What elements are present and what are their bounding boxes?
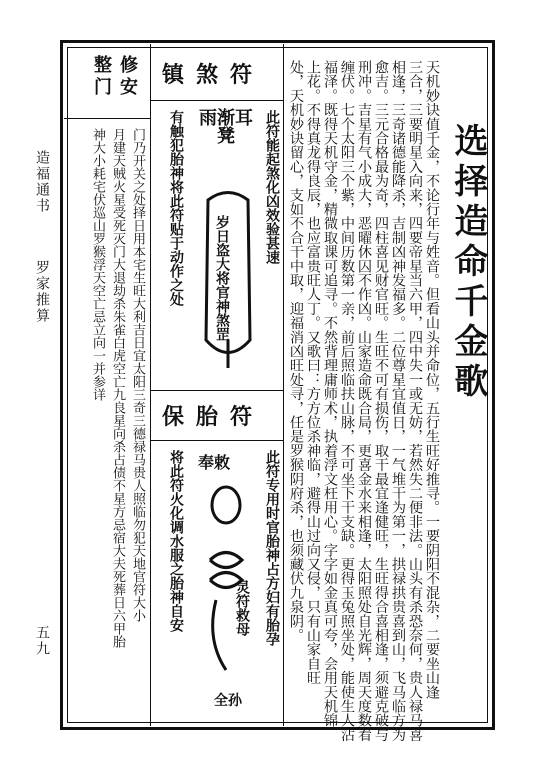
poem-line: 缠伏。七个太阳三个紫，中间历数第一亲，前后照临扶山脉，不可坐下干支缺。更得玉兔照坐处，能使生人沾 xyxy=(339,60,355,742)
gate-text-col2: 月建天贼火星受死灭门大退劫杀朱雀白虎空亡九良星向杀占债不星方忌宿大夫死葬日六甲胎 xyxy=(110,128,125,648)
poem-line: 上花。不得真龙得良辰，也应富贵旺人丁。又歌曰：方方位杀神临，避得山过向又侵，只有山家自旺 xyxy=(305,60,321,685)
talisman1-seal-text: 岁日盗大将官神煞罡 xyxy=(214,215,230,341)
talisman2-top-glyph: 奉敕 xyxy=(198,453,231,472)
poem-body xyxy=(283,60,440,742)
talisman2-center-text: 灵符救母 xyxy=(234,580,250,636)
talisman2-title: 保胎符 xyxy=(162,404,265,430)
poem-line: 相逢，三奇诸德能降杀，吉制凶神发福多。二位尊星宜值日，一气堆干为第一，拱禄拱贵喜到山，飞马临方为 xyxy=(390,60,406,742)
talisman2-bottom-text: 全孙 xyxy=(214,693,242,709)
talisman1-right-note: 此符能起煞化凶效验甚速 xyxy=(264,110,280,264)
talisman1-top-glyphs: 雨渐耳凳 xyxy=(199,108,253,147)
poem-line: 天机妙诀值千金，不论行年与姓音。但看山头并命位，五行生旺好推寻。一要阴阳不混杂，二要坐山逢 xyxy=(424,60,440,699)
poem-line: 处，天机妙诀留心，支如不合干中取，迎福消凶旺处寻，任是罗猴阴府杀，也须藏伏九泉阴。 xyxy=(288,60,304,643)
poem-line: 刑冲。吉星有气小成大，恶曜休囚不作凶。山家造命既合局，更喜金水来相逢，太阳照处自光辉，周天度数看 xyxy=(356,60,372,742)
talisman1-left-note: 有触犯胎神将此符贴于动作之处 xyxy=(168,110,184,306)
page-number: 五九 xyxy=(34,625,50,657)
gate-title-line1: 修安 xyxy=(117,55,138,99)
poem-line: 福泽。既得天机守金，精微取课可追寻。不然背理庸师术，执着浮文枉用心。字字如金真可夸，会用天机锦 xyxy=(322,60,338,728)
gate-text-col3: 神大小耗宅伏巡山罗猴浮天空亡忌立向一并参详 xyxy=(90,128,105,401)
tal-section-divider xyxy=(150,390,283,391)
talisman1-title: 镇煞符 xyxy=(162,62,265,88)
tal2-title-divider xyxy=(150,440,283,441)
talisman2-left-note: 将此符火化调水服之胎神自安 xyxy=(168,450,184,632)
gate-text-col1: 门乃开关之处择日用本宅生旺大利吉日宜太阳三奇三德禄马贵人照临勿犯天地官符大小 xyxy=(130,128,145,622)
talisman2-right-note: 此符专用时官胎神占方妇有胎孕 xyxy=(264,450,280,646)
poem-line: 三合，三要明星入向来，四要帝星当六甲，四中失一或无妨，若然失二便非法。山头有杀恐奈何，贵人禄马喜 xyxy=(407,60,423,742)
gate-title-line2: 整门 xyxy=(91,55,112,99)
gate-divider xyxy=(150,44,151,726)
poem-line: 愈吉。三元合格最为奇，四柱喜见财官旺。生旺不可有损伤，取干最宜逢健旺，生旺得合喜相逢，须避克破与 xyxy=(373,60,389,742)
author-label: 罗家推算 xyxy=(34,260,50,324)
gate-title-divider xyxy=(64,118,150,119)
tal1-title-divider xyxy=(150,100,283,101)
source-label: 造福通书 xyxy=(34,150,50,214)
poem-title: 选择造命千金歌 xyxy=(448,123,488,403)
